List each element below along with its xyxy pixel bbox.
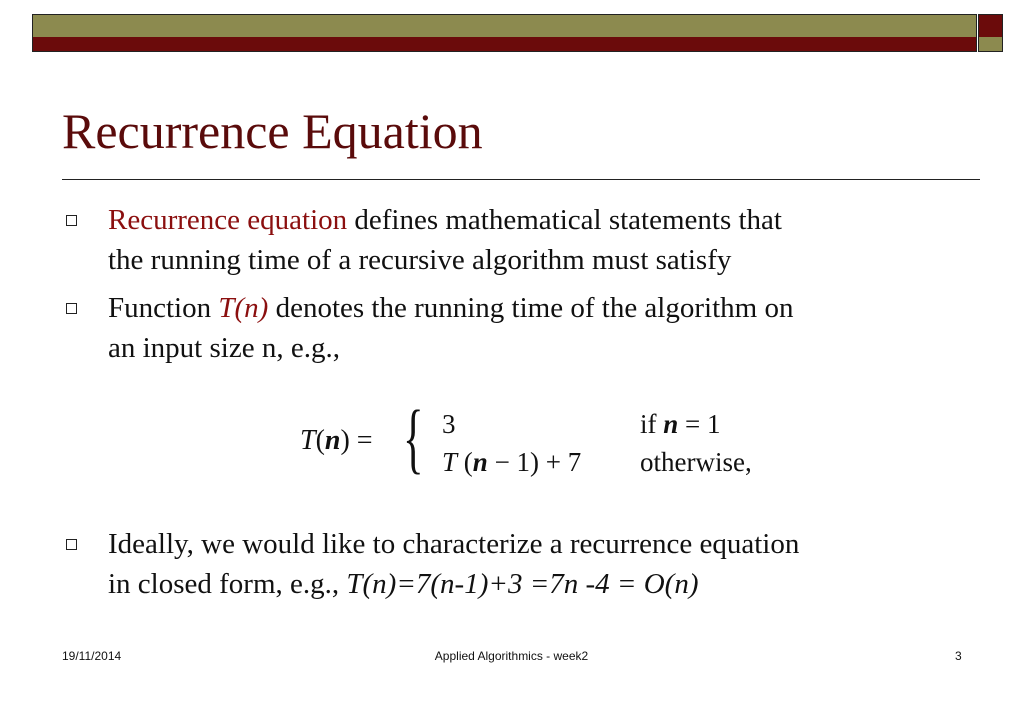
eq-symbol-T: T: [300, 425, 316, 456]
bullet-item-closed-form: [62, 524, 1002, 604]
eq-rest: − 1) + 7: [487, 447, 582, 477]
footer-date: 19/11/2014: [62, 649, 122, 663]
header-bar-olive-stripe: [33, 15, 976, 37]
eq-symbol-n: n: [324, 425, 341, 456]
case-1-condition: [640, 409, 721, 440]
eq-symbol-n: n: [663, 409, 679, 439]
case-2-value: [442, 447, 581, 478]
header-bar-maroon-stripe: [33, 37, 976, 51]
bullet-highlight-term: Recurrence equation: [108, 204, 348, 236]
eq-equals: ) =: [340, 425, 373, 456]
bullet-item-function: [62, 288, 992, 368]
eq-symbol-T: T: [442, 447, 458, 477]
eq-if: if: [640, 409, 664, 439]
eq-paren: (: [457, 447, 473, 477]
eq-paren: (: [315, 425, 325, 456]
hollow-square-bullet-icon: [66, 539, 77, 550]
title-divider: [62, 179, 980, 180]
corner-maroon-square: [979, 15, 1002, 37]
bullet-text-continued: an input size n, e.g.,: [108, 332, 340, 364]
footer-page-number: 3: [955, 649, 962, 663]
slide-title: Recurrence Equation: [62, 103, 483, 159]
bullet-list: [62, 200, 992, 368]
recurrence-equation: [300, 394, 790, 485]
case-1-value: 3: [442, 409, 456, 439]
bullet-text-continued: the running time of a recursive algorithm must satisfy: [108, 244, 732, 276]
corner-olive-square: [979, 37, 1002, 51]
bullet-text-continued: in closed form, e.g.,: [108, 568, 347, 600]
hollow-square-bullet-icon: [66, 215, 77, 226]
eq-symbol-n: n: [472, 447, 488, 477]
equation-brace: {: [403, 394, 424, 481]
bullet-text-prefix: Function: [108, 292, 219, 324]
hollow-square-bullet-icon: [66, 303, 77, 314]
bullet-function-name: T(n): [218, 292, 269, 324]
case-2-condition: otherwise,: [640, 447, 752, 477]
header-bar: [32, 14, 977, 52]
footer-course-title: Applied Algorithmics - week2: [434, 649, 589, 663]
bullet-item-definition: [62, 200, 992, 280]
equation-lhs: [300, 425, 373, 457]
eq-eq-one: = 1: [678, 409, 721, 439]
bullet-text: defines mathematical statements that: [347, 204, 782, 236]
header-corner-block: [978, 14, 1003, 52]
closed-form-formula: T(n)=7(n-1)+3 =7n -4 = O(n): [346, 568, 699, 600]
bullet-text: Ideally, we would like to characterize a recurrence equation: [108, 528, 800, 560]
bullet-text: denotes the running time of the algorithm on: [268, 292, 794, 324]
bullet-list-continued: [62, 524, 1002, 604]
